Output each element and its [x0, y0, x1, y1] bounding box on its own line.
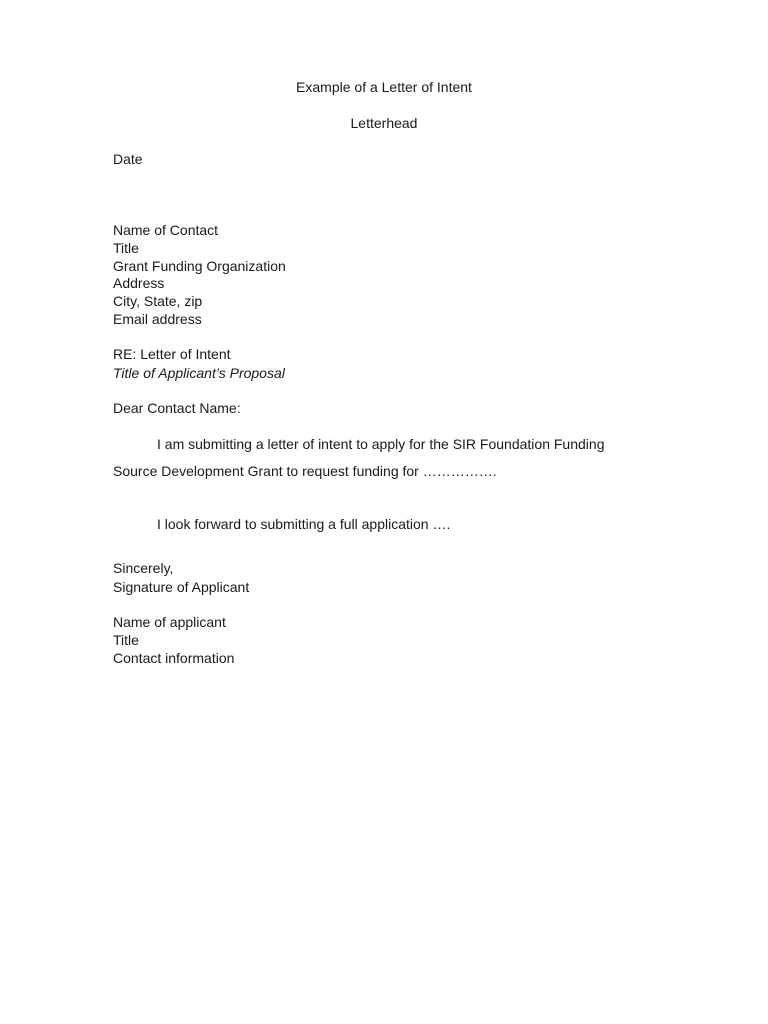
re-line: RE: Letter of Intent: [113, 346, 231, 362]
applicant-contact: Contact information: [113, 650, 235, 666]
paragraph-1-line-2: Source Development Grant to request funding for …………….: [113, 463, 497, 479]
letterhead-placeholder: Letterhead: [350, 115, 418, 131]
recipient-name: Name of Contact: [113, 222, 219, 238]
recipient-email: Email address: [113, 311, 202, 327]
salutation: Dear Contact Name:: [113, 400, 241, 416]
closing: Sincerely,: [113, 560, 174, 576]
recipient-title: Title: [113, 240, 139, 256]
recipient-city-state-zip: City, State, zip: [113, 293, 203, 309]
recipient-address: Address: [113, 275, 165, 291]
signature: Signature of Applicant: [113, 579, 250, 595]
paragraph-1-line-1: I am submitting a letter of intent to apply for the SIR Foundation Funding: [157, 436, 605, 452]
paragraph-2: I look forward to submitting a full application ….: [157, 516, 451, 532]
applicant-name: Name of applicant: [113, 614, 226, 630]
document-heading: Example of a Letter of Intent: [296, 79, 472, 95]
proposal-title: Title of Applicant’s Proposal: [113, 365, 285, 381]
recipient-organization: Grant Funding Organization: [113, 258, 286, 274]
date-placeholder: Date: [113, 151, 143, 167]
applicant-title: Title: [113, 632, 139, 648]
